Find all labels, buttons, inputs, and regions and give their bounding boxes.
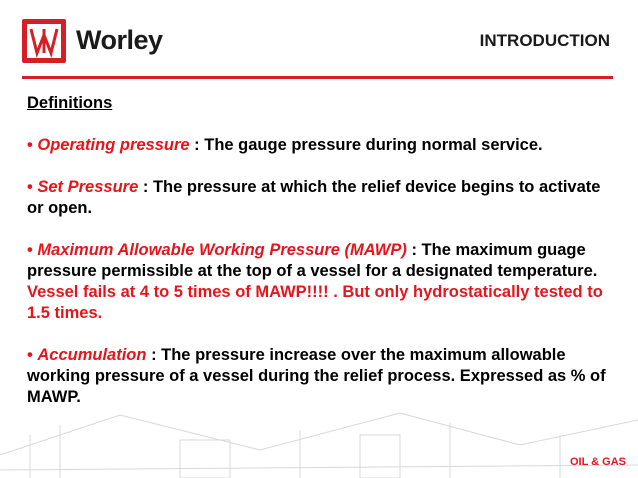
description: : The gauge pressure during normal service.	[189, 136, 543, 154]
term: Set Pressure	[37, 178, 139, 196]
description: : The pressure at which the relief device begins to activate or open.	[27, 178, 601, 217]
definition-set-pressure	[27, 177, 617, 219]
oil-gas-tag: OIL & GAS	[569, 456, 626, 468]
bullet: •	[27, 178, 33, 196]
plant-background-graphic	[0, 395, 638, 478]
definitions-heading: Definitions	[27, 94, 113, 112]
bullet: •	[27, 241, 33, 259]
term: Operating pressure	[37, 136, 190, 154]
bullet: •	[27, 136, 33, 154]
description: : The maximum guage pressure permissible at the top of a vessel for a designated temperature.	[27, 241, 598, 280]
description: : The pressure increase over the maximum allowable working pressure of a vessel during the relief process. Expressed as % of MAWP.	[27, 346, 606, 406]
slide-header	[0, 0, 638, 80]
definition-mawp	[27, 240, 617, 324]
definition-operating-pressure	[27, 135, 617, 156]
term: Accumulation	[37, 346, 147, 364]
section-title: INTRODUCTION	[479, 31, 610, 50]
header-divider	[22, 76, 613, 79]
mawp-warning-note: Vessel fails at 4 to 5 times of MAWP!!!! . But only hydrostatically tested to 1.5 times.	[27, 283, 603, 322]
worley-logo-icon	[22, 19, 66, 63]
slide-content	[27, 93, 617, 429]
bullet: •	[27, 346, 33, 364]
term: Maximum Allowable Working Pressure (MAWP)	[37, 241, 407, 259]
brand-name: Worley	[76, 25, 163, 55]
